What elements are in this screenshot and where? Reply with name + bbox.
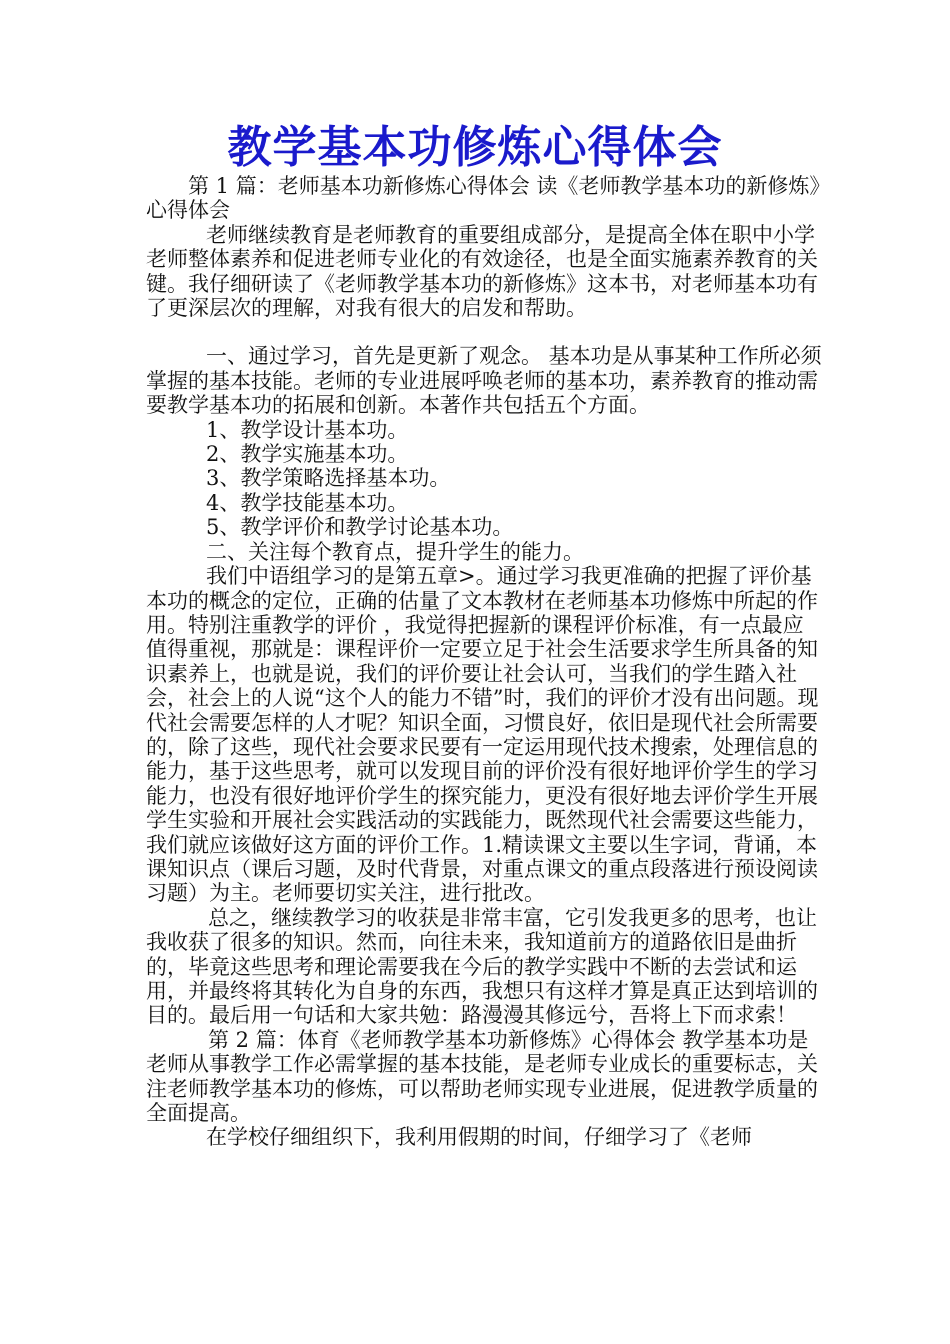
paragraph: 一、通过学习，首先是更新了观念。 基本功是从事某种工作所必须掌握的基本技能。老师的专业进展呼唤老师的基本功，素养教育的推动需要教学基本功的拓展和创新。本著作共包括五个方面。 (146, 344, 822, 418)
paragraph: 老师继续教育是老师教育的重要组成部分，是提高全体在职中小学老师整体素养和促进老师专业化的有效途径，也是全面实施素养教育的关键。我仔细研读了《老师教学基本功的新修炼》这本书，对老师基本功有了更深层次的理解，对我有很大的启发和帮助。 (146, 222, 818, 321)
paragraph: 我们中语组学习的是第五章>。通过学习我更准确的把握了评价基本功的概念的定位，正确的估量了文本教材在老师基本功修炼中所起的作用。特别注重教学的评价 ，我觉得把握新的课程评价标准，有一点最应值得重视，那就是：课程评价一定要立足于社会生活要求学生所具备的知识素养上，也就是说，我们的评价要让社会认可，当我们的学生踏入社会，社会上的人说“这个人的能力不错”时，我们的评价才没有出问题。现代社会需要怎样的人才呢？知识全面，习惯良好，依旧是现代社会所需要的，除了这些，现代社会要求民要有一定运用现代技术搜索，处理信息的能力，基于这些思考，就可以发现目前的评价没有很好地评价学生的学习能力，也没有很好地评价学生的探究能力，更没有很好地去评价学生开展学生实验和开展社会实践活动的实践能力，既然现代社会需要这些能力，我们就应该做好这方面的评价工作。1.精读课文主要以生字词，背诵，本课知识点（课后习题，及时代背景，对重点课文的重点段落进行预设阅读习题）为主。老师要切实关注，进行批改。 (146, 564, 819, 906)
paragraph-gap (146, 320, 822, 344)
list-item: 1、教学设计基本功。 (206, 417, 409, 442)
paragraph: 第 1 篇：老师基本功新修炼心得体会 读《老师教学基本功的新修炼》心得体会 (146, 174, 820, 223)
paragraph: 总之，继续教学习的收获是非常丰富，它引发我更多的思考，也让我收获了很多的知识。然而，向往未来，我知道前方的道路依旧是曲折的，毕竟这些思考和理论需要我在今后的教学实践中不断的去尝试和运用，并最终将其转化为自身的东西，我想只有这样才算是真正达到培训的目的。最后用一句话和大家共勉：路漫漫其修远兮，吾将上下而求索！ (146, 905, 818, 1028)
document-body (146, 174, 822, 1150)
list-item: 4、教学技能基本功。 (206, 490, 409, 515)
list-item: 5、教学评价和教学讨论基本功。 (206, 515, 514, 540)
list-item: 2、教学实施基本功。 (206, 442, 409, 467)
document-title: 教学基本功修炼心得体会 (227, 122, 723, 173)
paragraph: 在学校仔细组织下，我利用假期的时间，仔细学习了《老师 (206, 1125, 752, 1150)
paragraph: 第 2 篇：体育《老师教学基本功新修炼》心得体会 教学基本功是老师从事教学工作必需掌握的基本技能，是老师专业成长的重要标志，关注老师教学基本功的修炼，可以帮助老师实现专业进展，促进教学质量的全面提高。 (146, 1027, 818, 1126)
section-heading: 二、关注每个教育点，提升学生的能力。 (206, 539, 584, 564)
list-item: 3、教学策略选择基本功。 (206, 466, 451, 491)
